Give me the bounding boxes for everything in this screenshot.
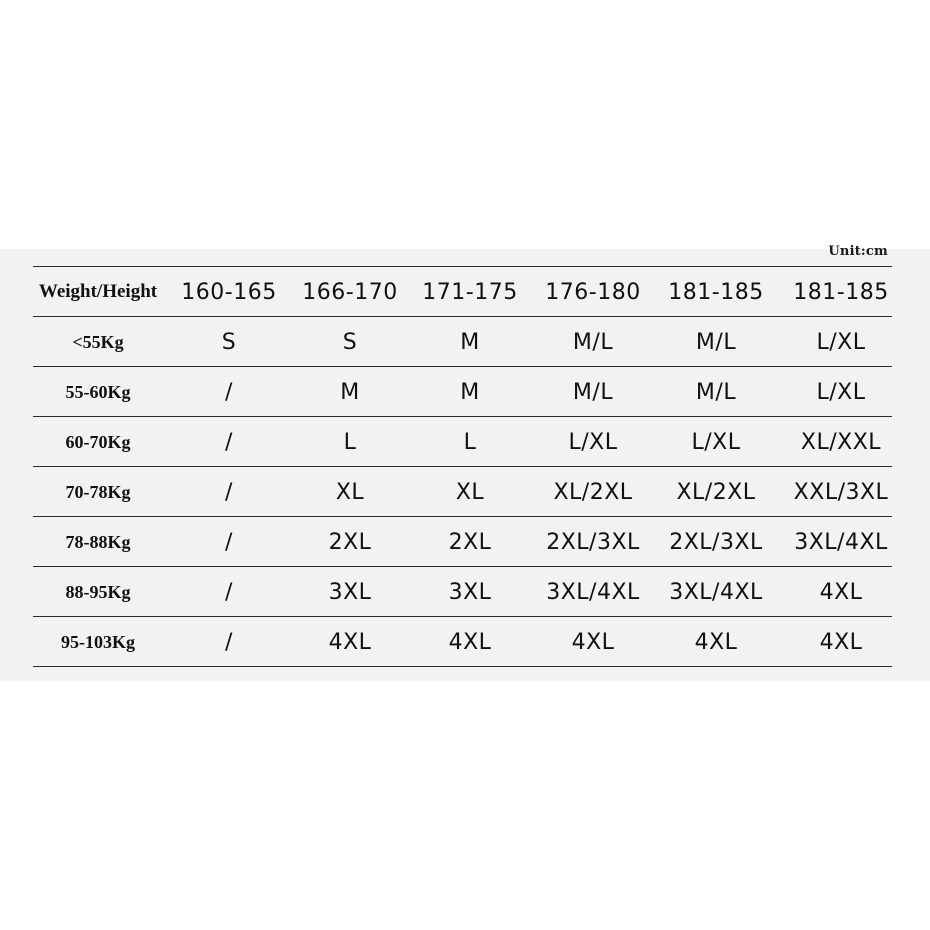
size-cell: 2XL/3XL xyxy=(669,529,763,555)
size-cell: / xyxy=(225,479,233,505)
size-cell: M/L xyxy=(695,379,737,405)
corner-header: Weight/Height xyxy=(38,281,158,302)
size-cell: L xyxy=(463,429,477,455)
table-row xyxy=(33,367,892,417)
size-cell: 2XL xyxy=(448,529,492,555)
size-cell: M/L xyxy=(572,329,614,355)
size-cell: XL xyxy=(455,479,485,505)
table-row xyxy=(33,517,892,567)
table-row xyxy=(33,317,892,367)
size-cell: / xyxy=(225,379,233,405)
size-cell: XL/2XL xyxy=(553,479,633,505)
weight-label: <55Kg xyxy=(72,331,124,352)
size-cell: 4XL xyxy=(328,629,372,655)
height-header: 181-185 xyxy=(668,279,764,305)
size-cell: 4XL xyxy=(819,579,863,605)
weight-label: 78-88Kg xyxy=(65,531,131,552)
unit-label: Unit:cm xyxy=(828,244,888,259)
size-cell: 4XL xyxy=(694,629,738,655)
size-cell: L/XL xyxy=(568,429,618,455)
weight-label: 95-103Kg xyxy=(61,631,135,652)
size-cell: XXL/3XL xyxy=(793,479,889,505)
table-row xyxy=(33,417,892,467)
size-cell: M xyxy=(460,329,480,355)
size-cell: 2XL/3XL xyxy=(546,529,640,555)
size-cell: 3XL/4XL xyxy=(794,529,888,555)
height-header: 181-185 xyxy=(793,279,889,305)
size-cell: / xyxy=(225,629,233,655)
height-header: 160-165 xyxy=(181,279,277,305)
table-row xyxy=(33,567,892,617)
size-cell: S xyxy=(221,329,237,355)
size-cell: M xyxy=(340,379,360,405)
weight-label: 88-95Kg xyxy=(65,581,131,602)
size-cell: M xyxy=(460,379,480,405)
size-cell: 2XL xyxy=(328,529,372,555)
size-cell: 4XL xyxy=(448,629,492,655)
size-cell: L/XL xyxy=(691,429,741,455)
size-cell: XL/2XL xyxy=(676,479,756,505)
size-cell: M/L xyxy=(572,379,614,405)
table-row xyxy=(33,467,892,517)
size-cell: 3XL/4XL xyxy=(546,579,640,605)
height-header: 171-175 xyxy=(422,279,518,305)
weight-label: 55-60Kg xyxy=(65,381,131,402)
size-cell: / xyxy=(225,529,233,555)
size-cell: S xyxy=(342,329,358,355)
size-cell: / xyxy=(225,429,233,455)
size-cell: 3XL/4XL xyxy=(669,579,763,605)
size-cell: L xyxy=(343,429,357,455)
size-cell: 4XL xyxy=(571,629,615,655)
table-header-row xyxy=(33,267,892,317)
size-cell: 4XL xyxy=(819,629,863,655)
weight-label: 60-70Kg xyxy=(65,431,131,452)
size-cell: M/L xyxy=(695,329,737,355)
size-cell: XL xyxy=(335,479,365,505)
weight-label: 70-78Kg xyxy=(65,481,131,502)
size-cell: XL/XXL xyxy=(800,429,882,455)
height-header: 166-170 xyxy=(302,279,398,305)
size-cell: 3XL xyxy=(328,579,372,605)
size-cell: L/XL xyxy=(816,329,866,355)
size-cell: / xyxy=(225,579,233,605)
size-cell: L/XL xyxy=(816,379,866,405)
size-cell: 3XL xyxy=(448,579,492,605)
height-header: 176-180 xyxy=(545,279,641,305)
table-row xyxy=(33,617,892,667)
